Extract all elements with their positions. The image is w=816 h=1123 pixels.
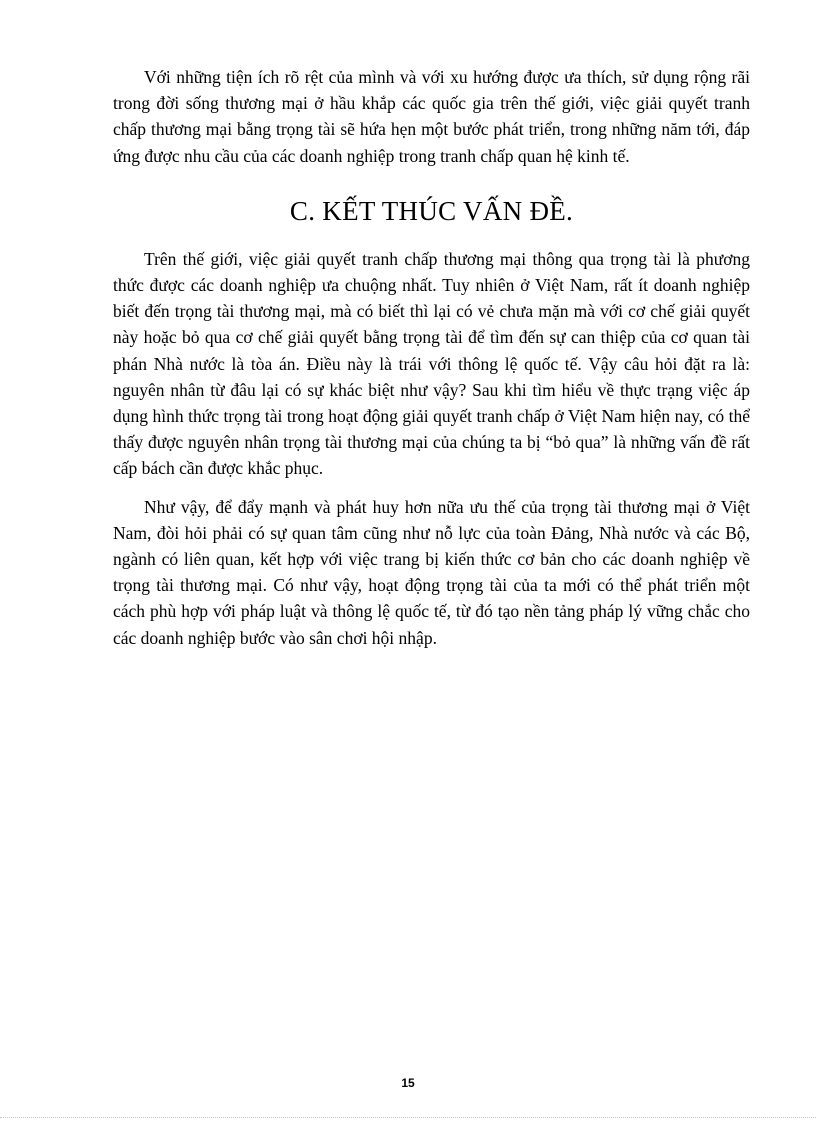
body-paragraph: Như vậy, để đẩy mạnh và phát huy hơn nữa ưu thế của trọng tài thương mại ở Việt Nam, đòi hỏi phải có sự quan tâm cũng như nỗ lực của toàn Đảng, Nhà nước và các Bộ, ngành có liên quan, kết hợp với việc trang bị kiến thức cơ bản cho các doanh nghiệp về trọng tài thương mại. Có như vậy, hoạt động trọng tài của ta mới có thể phát triển một cách phù hợp với pháp luật và thông lệ quốc tế, từ đó tạo nền tảng pháp lý vững chắc cho các doanh nghiệp bước vào sân chơi hội nhập.: [113, 496, 750, 648]
page-content: [113, 64, 750, 663]
footer-divider: [0, 1117, 816, 1118]
page-number: 15: [401, 1076, 415, 1090]
body-paragraph: Trên thế giới, việc giải quyết tranh chấp thương mại thông qua trọng tài là phương thức được các doanh nghiệp ưa chuộng nhất. Tuy nhiên ở Việt Nam, rất ít doanh nghiệp biết đến trọng tài thương mại, mà có biết thì lại có vẻ chưa mặn mà với cơ chế giải quyết này hoặc bỏ qua cơ chế giải quyết bằng trọng tài để tìm đến sự can thiệp của cơ quan tài phán Nhà nước là tòa án. Điều này là trái với thông lệ quốc tế. Vậy câu hỏi đặt ra là: nguyên nhân từ đâu lại có sự khác biệt như vậy? Sau khi tìm hiểu về thực trạng việc áp dụng hình thức trọng tài trong hoạt động giải quyết tranh chấp ở Việt Nam hiện nay, có thể thấy được nguyên nhân trọng tài thương mại của chúng ta bị “bỏ qua” là những vấn đề rất cấp bách cần được khắc phục.: [113, 248, 750, 479]
section-heading: C. KẾT THÚC VẤN ĐỀ.: [289, 195, 574, 226]
body-paragraph: Với những tiện ích rõ rệt của mình và với xu hướng được ưa thích, sử dụng rộng rãi trong đời sống thương mại ở hầu khắp các quốc gia trên thế giới, việc giải quyết tranh chấp thương mại bằng trọng tài sẽ hứa hẹn một bước phát triển, trong những năm tới, đáp ứng được nhu cầu của các doanh nghiệp trong tranh chấp quan hệ kinh tế.: [113, 67, 750, 166]
